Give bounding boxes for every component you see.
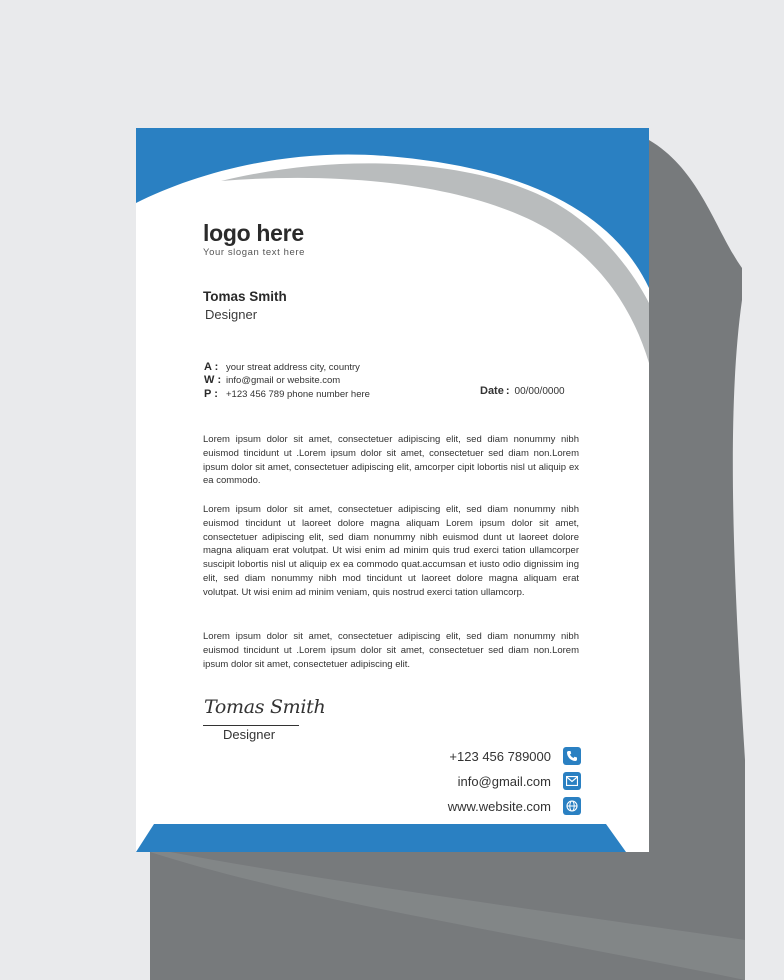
footer-phone: +123 456 789000 xyxy=(449,748,551,764)
globe-icon xyxy=(563,797,581,815)
body-paragraph: Lorem ipsum dolor sit amet, consectetuer adipiscing elit, sed diam nonummy nibh euismod tincidunt ut .Lorem ipsum dolor sit amet, consectetuer sed diam non.Lorem ipsum dolor sit amet, consectetuer adipiscing elit. xyxy=(203,631,579,670)
contact-key: P : xyxy=(204,388,218,400)
letterhead-sheet xyxy=(136,128,649,852)
contact-key: A : xyxy=(204,361,219,373)
contact-phone: +123 456 789 phone number here xyxy=(226,388,370,400)
body-paragraph: Lorem ipsum dolor sit amet, consectetuer adipiscing elit, sed diam nonummy nibh euismod tincidunt ut .Lorem ipsum dolor sit amet, consectetuer sed diam non.Lorem ipsum dolor sit amet, consectetuer adipiscing elit, amcorper cipit lobortis nisl ut aliquip ex ea commodo. xyxy=(203,434,579,487)
slogan: Your slogan text here xyxy=(203,247,306,258)
sender-name: Tomas Smith xyxy=(203,289,287,304)
footer-phone-row xyxy=(449,747,581,765)
contact-address-row xyxy=(204,361,360,373)
contact-address: your streat address city, country xyxy=(226,361,360,373)
footer-website: www.website.com xyxy=(447,798,551,814)
signature-role: Designer xyxy=(223,727,276,742)
envelope-icon xyxy=(563,772,581,790)
body-paragraph: Lorem ipsum dolor sit amet, consectetuer adipiscing elit, sed diam nonummy nibh euismod tincidunt ut laoreet dolore magna aliquam Lorem ipsum dolor sit amet, consectetuer adipiscing elit, sed diam nonummy nibh euismod dunt ut laoreet dolore magna aliquam erat volutpat. Ut wisi enim ad minim quis trud exerci tation ullamcorper suscipit lobortis nisl ut aliquip ex ea commodo quat.accumsan et iusto odio dignissim ing elit, sed diam nonummy nibh mod tincidunt ut laoreet dolore magna aliquam erat volutpat. Ut wisi enim ad minim veniam, quis nostrud exerci tation ullamcorp. xyxy=(203,504,579,598)
signature: Tomas Smith xyxy=(204,696,326,718)
date-label: Date xyxy=(480,385,504,397)
sender-role: Designer xyxy=(205,307,258,322)
footer-email-row xyxy=(458,772,581,790)
footer-email: info@gmail.com xyxy=(457,773,551,789)
date-value: 00/00/0000 xyxy=(514,386,565,397)
contact-phone-row xyxy=(204,388,370,400)
signature-line xyxy=(203,725,299,726)
phone-icon xyxy=(563,747,581,765)
contact-key: W : xyxy=(204,374,222,386)
logo-text: logo here xyxy=(203,220,304,246)
contact-web-row xyxy=(204,374,340,386)
footer-website-row xyxy=(448,797,581,815)
date-field xyxy=(480,385,565,397)
contact-web: info@gmail or website.com xyxy=(226,374,341,386)
date-colon: : xyxy=(505,385,510,397)
